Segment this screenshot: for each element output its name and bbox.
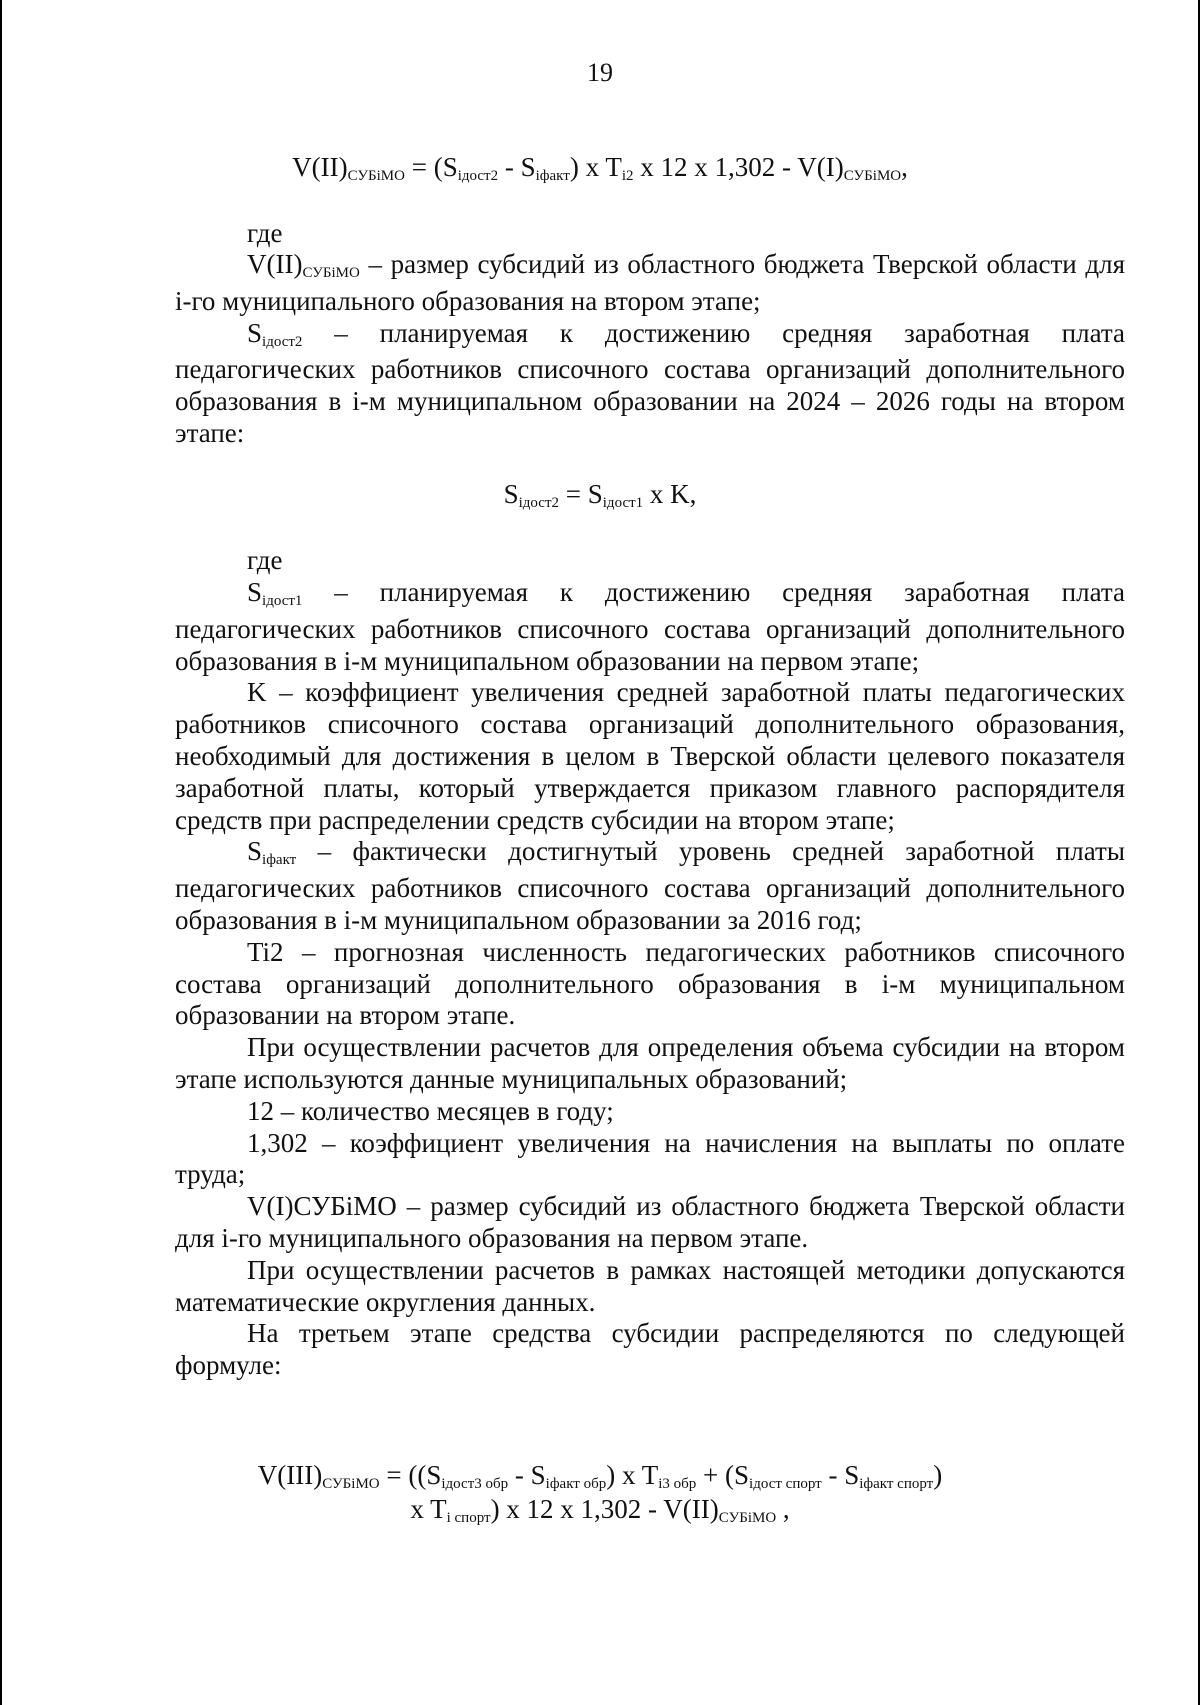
where-label-1: где — [247, 218, 283, 248]
formula-v3-line-1: V(III)СУБiМО = ((Siдост3 обр - Siфакт обр) x Ti3 обр + (Siдост спорт - Siфакт спорт) — [257, 1460, 943, 1492]
paragraph-s-idost2-definition: Siдост2 – планируемая к достижению средняя заработная плата педагогических работников списочного состава организаций дополнительного образования в i-м муниципальном образовании на 2024 – 2026 годы на втором этапе: — [175, 317, 1125, 448]
paragraph-k-definition: K – коэффициент увеличения средней заработной платы педагогических работников списочного состава организаций дополнительного образования, необходимый для достижения в целом в Тверской области целевого показателя заработной платы, который утверждается приказом главного распорядителя средств при распределении средств субсидии на втором этапе; — [175, 677, 1125, 835]
page-number: 19 — [587, 58, 613, 87]
paragraph-s-idost1-definition: Siдост1 – планируемая к достижению средняя заработная плата педагогических работников списочного состава организаций дополнительного образования в i-м муниципальном образовании на первом этапе; — [175, 577, 1125, 676]
formula-v2: V(II)СУБiМО = (Siдост2 - Siфакт) x Ti2 x 12 x 1,302 - V(I)СУБiМО, — [292, 152, 908, 184]
text-block-2 — [175, 577, 1125, 1382]
paragraph-third-stage: На третьем этапе средства субсидии распределяются по следующей формуле: — [175, 1318, 1125, 1381]
formula-s-idost2: Siдост2 = Siдост1 x K, — [503, 479, 697, 511]
paragraph-data-source: При осуществлении расчетов для определения объема субсидии на втором этапе используются данные муниципальных образований; — [175, 1032, 1125, 1094]
paragraph-ti2-definition: Ti2 – прогнозная численность педагогических работников списочного состава организаций дополнительного образования в i-м муниципальном образовании на втором этапе. — [175, 936, 1125, 1031]
paragraph-coefficient: 1,302 – коэффициент увеличения на начисления на выплаты по оплате труда; — [175, 1127, 1125, 1190]
text-block-1 — [175, 249, 1125, 450]
paragraph-v1-definition: V(I)СУБiМО – размер субсидий из областного бюджета Тверской области для i-го муниципального образования на первом этапе. — [175, 1191, 1125, 1253]
paragraph-v2-definition: V(II)СУБiМО – размер субсидий из областного бюджета Тверской области для i-го муниципального образования на втором этапе; — [175, 249, 1125, 316]
left-scan-edge — [0, 0, 2, 1705]
where-label-2: где — [247, 545, 283, 575]
formula-v3-line-2: x Ti спорт) x 12 x 1,302 - V(II)СУБiМО , — [410, 1494, 790, 1526]
paragraph-s-ifakt-definition: Siфакт – фактически достигнутый уровень средней заработной платы педагогических работников списочного состава организаций дополнительного образования в i-м муниципальном образовании за 2016 год; — [175, 836, 1125, 935]
paragraph-rounding: При осуществлении расчетов в рамках настоящей методики допускаются математические округления данных. — [175, 1254, 1125, 1317]
paragraph-months: 12 – количество месяцев в году; — [247, 1095, 614, 1126]
